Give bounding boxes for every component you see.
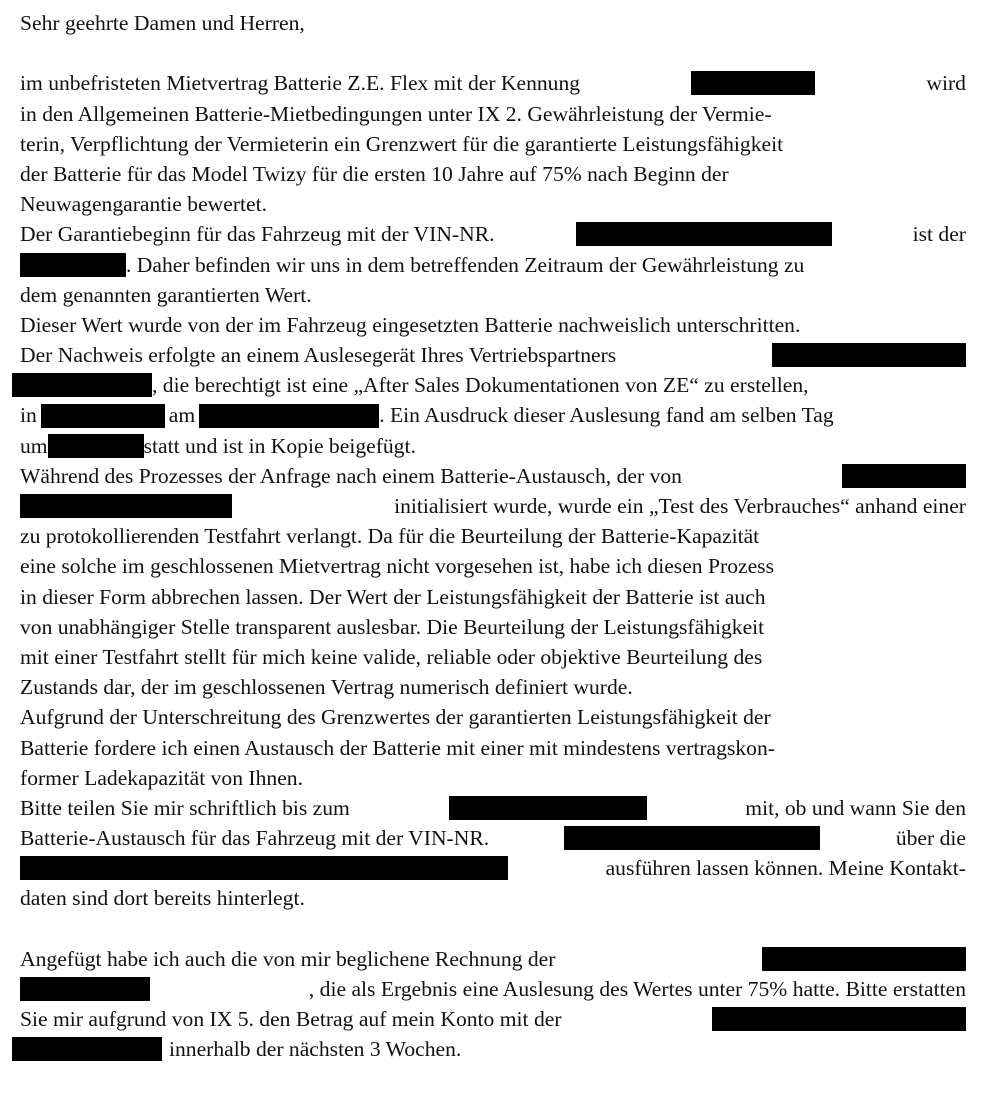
- blank-line: [20, 914, 966, 944]
- letter-body: [20, 8, 966, 1065]
- p4-text-7: mit einer Testfahrt stellt für mich keine valide, reliable oder objektive Beurteilung des: [20, 644, 763, 669]
- salutation: Sehr geehrte Damen und Herren,: [20, 11, 305, 35]
- p3-text-5a: um: [20, 433, 48, 458]
- p4-line-1: [20, 461, 966, 491]
- p7-line-1: [20, 944, 966, 974]
- p2-text-2: . Daher befinden wir uns in dem betreffenden Zeitraum der Gewährleistung zu: [126, 252, 805, 277]
- p4-text-3: zu protokollierenden Testfahrt verlangt. Da für die Beurteilung der Batterie-Kapazität: [20, 524, 760, 549]
- p7-line-4: [12, 1034, 966, 1064]
- p1-line-3: [20, 129, 966, 159]
- p1-text-1b: wird: [926, 71, 966, 96]
- redaction-vin-1: [576, 222, 832, 246]
- redaction-location: [41, 404, 165, 428]
- p2-line-3: [20, 280, 966, 310]
- p7-line-2: [20, 974, 966, 1004]
- p3-text-4c: . Ein Ausdruck dieser Auslesung fand am selben Tag: [379, 403, 834, 428]
- p2-text-1a: Der Garantiebeginn für das Fahrzeug mit der VIN-NR.: [20, 222, 495, 247]
- redaction-invoice-issuer: [762, 947, 966, 971]
- p4-text-8: Zustands dar, der im geschlossenen Vertrag numerisch definiert wurde.: [20, 675, 633, 700]
- p3-text-5b: statt und ist in Kopie beigefügt.: [143, 433, 416, 458]
- p4-line-2: [20, 491, 966, 521]
- p1-text-1a: im unbefristeten Mietvertrag Batterie Z.E. Flex mit der Kennung: [20, 71, 581, 96]
- redaction-invoice-issuer-cont: [20, 977, 150, 1001]
- p1-line-4: [20, 159, 966, 189]
- p3-text-1: Dieser Wert wurde von der im Fahrzeug eingesetzten Batterie nachweislich unterschritten.: [20, 312, 801, 337]
- p4-line-3: [20, 521, 966, 551]
- p4-text-5: in dieser Form abbrechen lassen. Der Wert der Leistungsfähigkeit der Batterie ist auch: [20, 584, 766, 609]
- p6-line-3: [20, 853, 966, 883]
- p1-text-4: der Batterie für das Model Twizy für die ersten 10 Jahre auf 75% nach Beginn der: [20, 161, 729, 186]
- p1-line-1: [20, 68, 966, 98]
- p6-text-1a: Bitte teilen Sie mir schriftlich bis zum: [20, 795, 350, 820]
- p5-line-2: [20, 733, 966, 763]
- p7-line-3: [20, 1004, 966, 1034]
- redaction-time: [48, 434, 144, 458]
- redaction-iban-cont: [12, 1037, 162, 1061]
- p3-text-4a: in: [20, 403, 37, 428]
- blank-line: [20, 38, 966, 68]
- p4-text-2: initialisiert wurde, wurde ein „Test des Verbrauches“ anhand einer: [394, 494, 966, 518]
- p3-text-4b: am: [168, 403, 196, 428]
- p1-text-5: Neuwagengarantie bewertet.: [20, 192, 267, 217]
- redaction-initiator: [842, 464, 966, 488]
- redaction-dealer-name: [772, 343, 966, 367]
- p5-line-1: [20, 702, 966, 732]
- p3-line-1: [20, 310, 966, 340]
- p1-text-2: in den Allgemeinen Batterie-Mietbedingungen unter IX 2. Gewährleistung der Vermie-: [20, 101, 772, 126]
- p4-text-4: eine solche im geschlossenen Mietvertrag nicht vorgesehen ist, habe ich diesen Prozess: [20, 554, 774, 579]
- p6-text-3: ausführen lassen können. Meine Kontakt-: [605, 856, 966, 881]
- redaction-initiator-cont: [20, 494, 232, 518]
- p6-line-1: [20, 793, 966, 823]
- redaction-iban: [712, 1007, 966, 1031]
- p6-line-2: [20, 823, 966, 853]
- p4-line-6: [20, 612, 966, 642]
- p3-line-4: [20, 400, 966, 430]
- p6-text-1b: mit, ob und wann Sie den: [745, 795, 966, 820]
- p5-text-2: Batterie fordere ich einen Austausch der Batterie mit einer mit mindestens vertragskon-: [20, 735, 775, 760]
- redaction-warranty-date: [20, 253, 126, 277]
- p2-text-3: dem genannten garantierten Wert.: [20, 282, 312, 307]
- p4-line-4: [20, 551, 966, 581]
- redaction-contract-id: [691, 71, 815, 95]
- salutation-line: [20, 8, 966, 38]
- redaction-dealer-name-cont: [12, 373, 152, 397]
- p6-text-2a: Batterie-Austausch für das Fahrzeug mit der VIN-NR.: [20, 826, 490, 851]
- p5-line-3: [20, 763, 966, 793]
- p6-text-4: daten sind dort bereits hinterlegt.: [20, 886, 305, 911]
- p1-line-5: [20, 189, 966, 219]
- p6-line-4: [20, 883, 966, 913]
- p6-text-2b: über die: [895, 826, 966, 851]
- p3-text-2: Der Nachweis erfolgte an einem Auslesegerät Ihres Vertriebspartners: [20, 343, 617, 368]
- p7-text-1: Angefügt habe ich auch die von mir beglichene Rechnung der: [20, 946, 556, 971]
- p5-text-3: former Ladekapazität von Ihnen.: [20, 765, 303, 790]
- p2-text-1b: ist der: [912, 222, 966, 247]
- p1-text-3: terin, Verpflichtung der Vermieterin ein Grenzwert für die garantierte Leistungsfähigkeit: [20, 131, 784, 156]
- redaction-workshop: [20, 856, 508, 880]
- redaction-vin-2: [564, 826, 820, 850]
- redaction-deadline: [449, 796, 647, 820]
- p4-text-1: Während des Prozesses der Anfrage nach einem Batterie-Austausch, der von: [20, 463, 682, 488]
- redaction-date: [199, 404, 379, 428]
- p5-text-1: Aufgrund der Unterschreitung des Grenzwertes der garantierten Leistungsfähigkeit der: [20, 705, 771, 730]
- p3-text-3: , die berechtigt ist eine „After Sales Dokumentationen von ZE“ zu erstellen,: [152, 373, 809, 398]
- p7-text-4: innerhalb der nächsten 3 Wochen.: [169, 1037, 462, 1062]
- p3-line-2: [20, 340, 966, 370]
- p4-text-6: von unabhängiger Stelle transparent auslesbar. Die Beurteilung der Leistungsfähigkeit: [20, 614, 765, 639]
- p1-line-2: [20, 99, 966, 129]
- p4-line-8: [20, 672, 966, 702]
- p4-line-7: [20, 642, 966, 672]
- p4-line-5: [20, 582, 966, 612]
- p7-text-2: , die als Ergebnis eine Auslesung des Wertes unter 75% hatte. Bitte erstatten: [308, 977, 966, 1001]
- p3-line-3: [12, 370, 966, 400]
- p7-text-3: Sie mir aufgrund von IX 5. den Betrag auf mein Konto mit der: [20, 1007, 562, 1032]
- p2-line-2: [20, 250, 966, 280]
- p3-line-5: [20, 431, 966, 461]
- p2-line-1: [20, 219, 966, 249]
